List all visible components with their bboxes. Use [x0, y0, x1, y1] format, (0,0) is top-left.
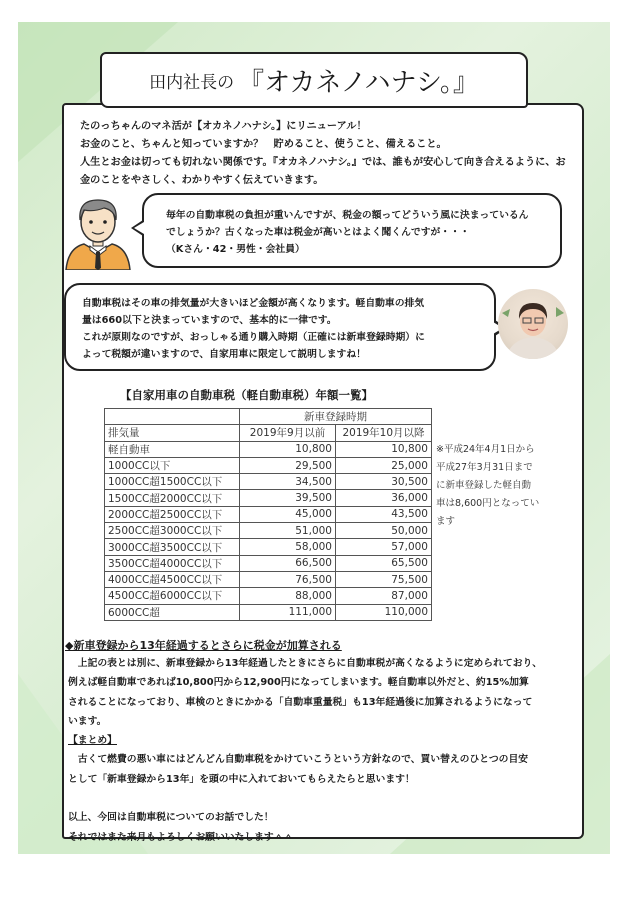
row-label: 1500CC超2000CC以下 — [105, 490, 240, 506]
cell-before: 66,500 — [240, 555, 336, 571]
intro-line: 金のことをやさしく、わかりやすく伝えていきます。 — [80, 175, 324, 186]
cell-before: 51,000 — [240, 523, 336, 539]
row-label: 1000CC超1500CC以下 — [105, 474, 240, 490]
cell-after: 36,000 — [336, 490, 432, 506]
question-line: 毎年の自動車税の負担が重いんですが、税金の額ってどういう風に決まっているん — [166, 210, 529, 221]
answer-bubble — [64, 283, 496, 371]
cell-before: 111,000 — [240, 604, 336, 620]
row-label: 2500CC超3000CC以下 — [105, 523, 240, 539]
intro-line: お金のこと、ちゃんと知っていますか？ 貯めること、使うこと、備えること。 — [80, 139, 447, 150]
note-line: ※平成24年4月1日から — [436, 444, 535, 455]
table-row — [105, 490, 432, 506]
question-bubble — [142, 193, 562, 268]
body-line: います。 — [68, 715, 107, 727]
table-row — [105, 588, 432, 604]
table-row — [105, 457, 432, 473]
table-header-row — [105, 409, 432, 425]
cell-after: 25,000 — [336, 457, 432, 473]
group-header: 新車登録時期 — [240, 409, 432, 425]
intro-text — [80, 118, 580, 190]
summary-line: として「新車登録から13年」を頭の中に入れておいてもらえたらと思います！ — [68, 773, 415, 785]
person-photo-icon — [498, 289, 568, 359]
body-line: 例えば軽自動車であれば10,800円から12,900円になってしまいます。軽自動車以外だと、約15%加算 — [68, 677, 529, 689]
intro-line: たのっちゃんのマネ活が【オカネノハナシ。】にリニューアル！ — [80, 121, 367, 132]
cell-after: 43,500 — [336, 506, 432, 522]
businessman-avatar-icon — [60, 190, 136, 270]
title-main: 『オカネノハナシ。』 — [238, 67, 479, 98]
cell-after: 87,000 — [336, 588, 432, 604]
cell-before: 88,000 — [240, 588, 336, 604]
section-body — [68, 654, 576, 847]
question-line: （Kさん・42・男性・会社員） — [166, 244, 305, 255]
col-header-displacement: 排気量 — [105, 425, 240, 441]
row-label: 2000CC超2500CC以下 — [105, 506, 240, 522]
table-corner-cell — [105, 409, 240, 425]
spacer — [68, 789, 576, 808]
closing-line: それではまた来月もよろしくお願いいたします＾＾ — [68, 831, 294, 843]
cell-before: 76,500 — [240, 571, 336, 587]
section-heading: ◆新車登録から13年経過するとさらに税金が加算される — [65, 639, 342, 652]
row-label: 6000CC超 — [105, 604, 240, 620]
table-title: 【自家用車の自動車税（軽自動車税）年額一覧】 — [120, 388, 373, 402]
president-photo — [498, 289, 568, 359]
note-line: に新車登録した軽自動 — [436, 480, 532, 491]
table-row — [105, 555, 432, 571]
cell-after: 110,000 — [336, 604, 432, 620]
kei-car-note — [436, 441, 556, 531]
cell-before: 34,500 — [240, 474, 336, 490]
table-row — [105, 506, 432, 522]
question-line: でしょうか？古くなった車は税金が高いとはよく聞くんですが・・・ — [166, 227, 470, 238]
row-label: 4000CC超4500CC以下 — [105, 571, 240, 587]
col-header-after: 2019年10月以降 — [336, 425, 432, 441]
cell-before: 45,000 — [240, 506, 336, 522]
answer-line: 量は660以下と決まっていますので、基本的に一律です。 — [82, 315, 337, 326]
row-label: 1000CC以下 — [105, 457, 240, 473]
intro-line: 人生とお金は切っても切れない関係です。『オカネノハナシ。』では、誰もが安心して向き合えるように、お — [80, 157, 566, 168]
answer-line: よって税額が違いますので、自家用車に限定して説明しますね！ — [82, 349, 366, 360]
table-row — [105, 571, 432, 587]
cell-after: 57,000 — [336, 539, 432, 555]
row-label: 軽自動車 — [105, 441, 240, 457]
col-header-before: 2019年9月以前 — [240, 425, 336, 441]
note-line: 平成27年3月31日まで — [436, 462, 533, 473]
row-label: 4500CC超6000CC以下 — [105, 588, 240, 604]
cell-before: 10,800 — [240, 441, 336, 457]
cell-before: 39,500 — [240, 490, 336, 506]
tax-table — [104, 408, 432, 621]
summary-heading: 【まとめ】 — [68, 735, 117, 747]
title-prefix: 田内社長の — [149, 72, 235, 93]
row-label: 3000CC超3500CC以下 — [105, 539, 240, 555]
answer-line: これが原則なのですが、おっしゃる通り購入時期（正確には新車登録時期）に — [82, 332, 425, 343]
body-line: されることになっており、車検のときにかかる「自動車重量税」も13年経過後に加算されるようになって — [68, 696, 533, 708]
cell-before: 29,500 — [240, 457, 336, 473]
row-label: 3500CC超4000CC以下 — [105, 555, 240, 571]
table-header-row — [105, 425, 432, 441]
note-line: ます — [436, 516, 456, 527]
table-row — [105, 604, 432, 620]
table-row — [105, 539, 432, 555]
cell-after: 30,500 — [336, 474, 432, 490]
cell-after: 75,500 — [336, 571, 432, 587]
closing-line: 以上、今回は自動車税についてのお話でした！ — [68, 812, 274, 824]
body-line: 上記の表とは別に、新車登録から13年経過したときにさらに自動車税が高くなるように定められており、 — [68, 658, 543, 669]
cell-after: 50,000 — [336, 523, 432, 539]
note-line: 車は8,600円となってい — [436, 498, 540, 509]
cell-after: 10,800 — [336, 441, 432, 457]
bubble-tail-fill — [134, 222, 144, 234]
table-row — [105, 441, 432, 457]
cell-after: 65,500 — [336, 555, 432, 571]
summary-line: 古くて燃費の悪い車にはどんどん自動車税をかけていこうという方針なので、買い替えのひとつの目安 — [68, 754, 529, 766]
page-title — [100, 52, 528, 108]
answer-line: 自動車税はその車の排気量が大きいほど金額が高くなります。軽自動車の排気 — [82, 298, 425, 309]
table-row — [105, 474, 432, 490]
cell-before: 58,000 — [240, 539, 336, 555]
table-row — [105, 523, 432, 539]
